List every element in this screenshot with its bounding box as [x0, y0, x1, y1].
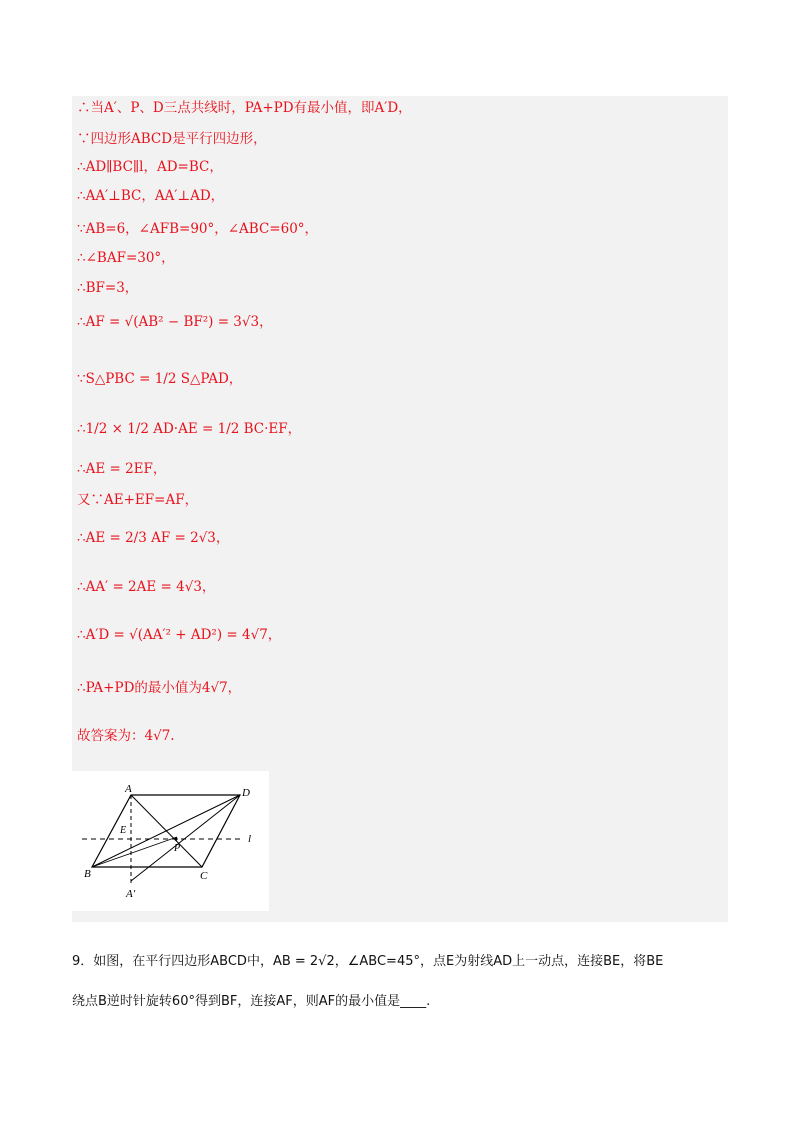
solution-line-5: ∵AB=6，∠AFB=90°，∠ABC=60°， [77, 221, 319, 237]
question-9-line-1: 9．如图，在平行四边形ABCD中，AB = 2√2，∠ABC=45°，点E为射线AD上一动点，连接BE，将BE [72, 954, 664, 969]
solution-line-3: ∴AD∥BC∥l，AD=BC， [77, 159, 223, 175]
line-a-prime-d [131, 795, 240, 881]
label-p: P [174, 843, 181, 854]
line-bp [92, 837, 177, 867]
solution-line-11: ∴AE = 2EF， [77, 461, 167, 477]
solution-line-2: ∵四边形ABCD是平行四边形， [77, 131, 267, 147]
solution-line-1: ∴当A′、P、D三点共线时，PA+PD有最小值，即A′D， [77, 100, 412, 116]
solution-line-16: ∴PA+PD的最小值为4√7， [77, 680, 242, 696]
solution-line-4: ∴AA′⊥BC，AA′⊥AD， [77, 188, 225, 204]
label-a: A [125, 783, 132, 795]
question-9-line-2: 绕点B逆时针旋转60°得到BF，连接AF，则AF的最小值是____. [72, 994, 431, 1009]
solution-block [72, 96, 728, 922]
point-p [174, 837, 177, 840]
parallelogram-figure [72, 771, 269, 911]
solution-line-13: ∴AE = 2/3 AF = 2√3， [77, 530, 230, 546]
solution-line-12: 又∵AE+EF=AF， [77, 492, 199, 508]
label-e: E [120, 825, 127, 836]
parallelogram-diagram [72, 771, 269, 911]
line-bd [92, 795, 240, 867]
label-c: C [200, 870, 208, 882]
solution-line-7: ∴BF=3， [77, 280, 139, 296]
solution-line-14: ∴AA′ = 2AE = 4√3， [77, 579, 216, 595]
solution-line-10: ∴1/2 × 1/2 AD·AE = 1/2 BC·EF， [77, 421, 302, 437]
solution-line-6: ∴∠BAF=30°， [77, 250, 175, 266]
solution-line-15: ∴A′D = √(AA′² + AD²) = 4√7， [77, 627, 282, 643]
solution-line-8: ∴AF = √(AB² − BF²) = 3√3， [77, 314, 273, 330]
label-a-prime: A′ [126, 888, 136, 900]
solution-line-17: 故答案为：4√7. [77, 728, 175, 744]
label-d: D [242, 787, 250, 799]
label-l: l [248, 833, 252, 845]
label-b: B [84, 868, 91, 880]
solution-line-9: ∵S△PBC = 1/2 S△PAD， [77, 371, 243, 387]
